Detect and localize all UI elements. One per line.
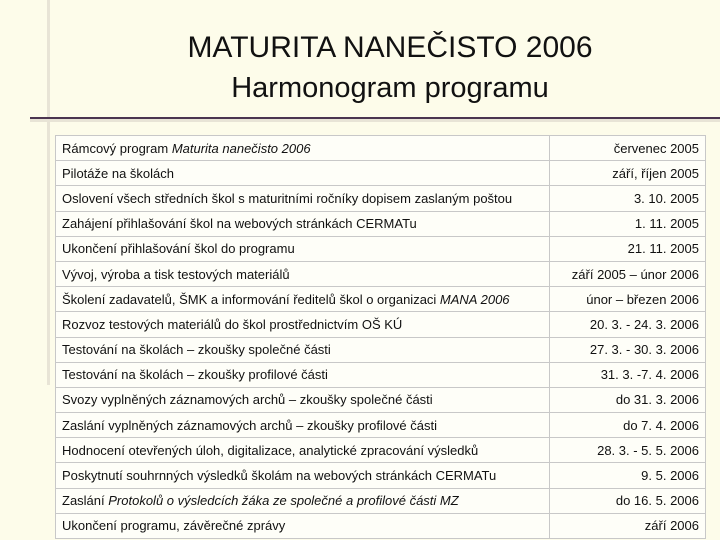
table-row xyxy=(56,387,706,412)
slide-title: MATURITA NANEČISTO 2006 xyxy=(187,31,593,64)
activity-text: Zaslání vyplněných záznamových archů – zkoušky profilové části xyxy=(62,417,438,433)
activity-text: Pilotáže na školách xyxy=(62,165,175,181)
activity-cell xyxy=(56,337,550,362)
activity-text: Vývoj, výroba a tisk testových materiálů xyxy=(62,266,290,282)
table-row xyxy=(56,312,706,337)
table-row xyxy=(56,261,706,286)
activity-text: Svozy vyplněných záznamových archů – zkoušky společné části xyxy=(62,392,433,408)
slide-subtitle: Harmonogram programu xyxy=(231,72,549,104)
schedule-table xyxy=(55,135,706,539)
activity-italic-text: Protokolů o výsledcích žáka ze společné a profilové části MZ xyxy=(108,493,459,509)
activity-cell xyxy=(56,261,550,286)
table-row xyxy=(56,337,706,362)
activity-text: Zaslání xyxy=(62,493,109,509)
date-cell: září, říjen 2005 xyxy=(550,161,706,186)
table-row xyxy=(56,236,706,261)
date-cell: 9. 5. 2006 xyxy=(550,463,706,488)
date-cell: 27. 3. - 30. 3. 2006 xyxy=(550,337,706,362)
date-cell: do 31. 3. 2006 xyxy=(550,387,706,412)
activity-cell xyxy=(56,161,550,186)
date-cell: 1. 11. 2005 xyxy=(550,211,706,236)
activity-text: Testování na školách – zkoušky společné části xyxy=(62,342,331,358)
activity-cell xyxy=(56,413,550,438)
date-cell: 31. 3. -7. 4. 2006 xyxy=(550,362,706,387)
title-divider-shadow xyxy=(30,119,720,122)
left-accent-shadow xyxy=(47,0,50,385)
table-row xyxy=(56,211,706,236)
activity-text: Oslovení všech středních škol s maturitními ročníky dopisem zaslaným poštou xyxy=(62,190,513,206)
table-row xyxy=(56,438,706,463)
activity-cell xyxy=(56,211,550,236)
date-cell: 21. 11. 2005 xyxy=(550,236,706,261)
activity-text: Zahájení přihlašování škol na webových stránkách CERMATu xyxy=(62,216,417,232)
activity-cell xyxy=(56,362,550,387)
table-row xyxy=(56,186,706,211)
activity-cell xyxy=(56,513,550,538)
table-row xyxy=(56,161,706,186)
activity-text: Testování na školách – zkoušky profilové části xyxy=(62,367,328,383)
activity-cell xyxy=(56,387,550,412)
table-row xyxy=(56,362,706,387)
date-cell: 28. 3. - 5. 5. 2006 xyxy=(550,438,706,463)
table-row xyxy=(56,513,706,538)
date-cell: do 16. 5. 2006 xyxy=(550,488,706,513)
date-cell: 3. 10. 2005 xyxy=(550,186,706,211)
table-row xyxy=(56,463,706,488)
date-cell: 20. 3. - 24. 3. 2006 xyxy=(550,312,706,337)
activity-text: Ukončení programu, závěrečné zprávy xyxy=(62,518,286,534)
activity-text: Hodnocení otevřených úloh, digitalizace, analytické zpracování výsledků xyxy=(62,442,479,458)
activity-cell xyxy=(56,136,550,161)
activity-text: Rámcový program xyxy=(62,140,172,156)
activity-cell xyxy=(56,438,550,463)
activity-cell xyxy=(56,236,550,261)
activity-italic-text: Maturita nanečisto 2006 xyxy=(171,140,311,156)
activity-cell xyxy=(56,287,550,312)
table-row xyxy=(56,136,706,161)
activity-cell xyxy=(56,488,550,513)
date-cell: červenec 2005 xyxy=(550,136,706,161)
table-row xyxy=(56,488,706,513)
activity-text: Rozvoz testových materiálů do škol prostřednictvím OŠ KÚ xyxy=(62,316,403,332)
activity-text: Poskytnutí souhrnných výsledků školám na webových stránkách CERMATu xyxy=(62,468,497,484)
left-accent-bar xyxy=(0,0,49,385)
table-row xyxy=(56,413,706,438)
date-cell: září 2006 xyxy=(550,513,706,538)
date-cell: do 7. 4. 2006 xyxy=(550,413,706,438)
date-cell: září 2005 – únor 2006 xyxy=(550,261,706,286)
date-cell: únor – březen 2006 xyxy=(550,287,706,312)
table-row xyxy=(56,287,706,312)
activity-cell xyxy=(56,186,550,211)
activity-text: Ukončení přihlašování škol do programu xyxy=(62,241,295,257)
activity-italic-text: MANA 2006 xyxy=(439,291,510,307)
activity-cell xyxy=(56,312,550,337)
activity-text: Školení zadavatelů, ŠMK a informování ředitelů škol o organizaci xyxy=(62,291,440,307)
activity-cell xyxy=(56,463,550,488)
